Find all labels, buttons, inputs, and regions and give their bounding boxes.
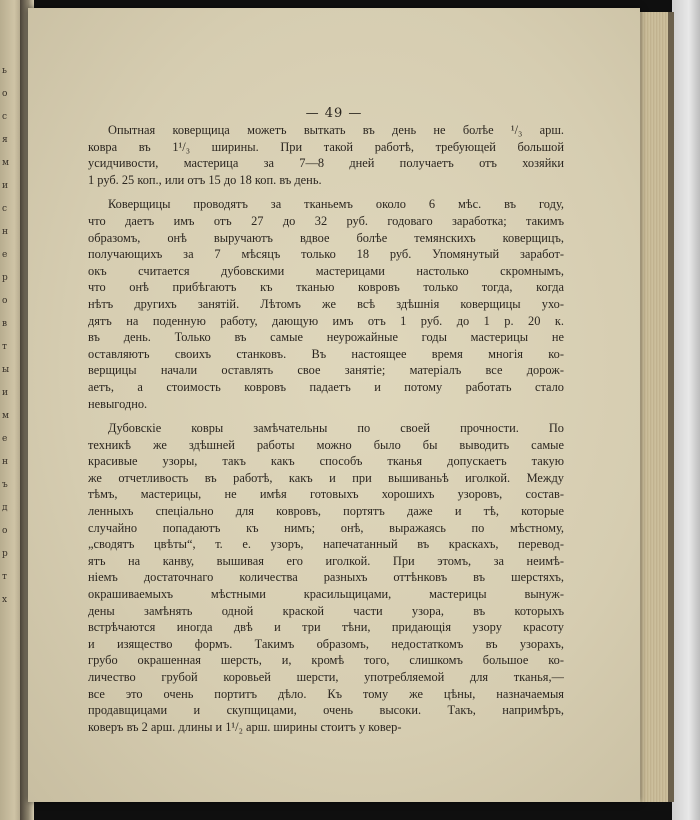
text-line: въ день. Только въ самые неурожайные годы мастерицы не: [88, 330, 564, 345]
text-line: Опытная коверщица можетъ выткать въ день не болѣе ¹/₃ арш.: [108, 123, 564, 137]
text-line: ленныхъ спеціально для ковровъ, портятъ даже и тѣ, которые: [88, 504, 564, 519]
text-line: что даетъ имъ отъ 27 до 32 руб. годоваго заработка; такимъ: [88, 213, 564, 228]
page-block-shadow: [668, 12, 674, 802]
text-line: аетъ, а стоимость ковровъ падаетъ и потому работать стало: [88, 379, 564, 394]
text-line: окъ считается дубовскими мастерицами настолько скромнымъ,: [88, 263, 564, 278]
text-line: личество грубой коровьей шерсти, употребляемой для тканья,—: [88, 670, 564, 684]
text-line: встрѣчаются иногда двѣ и три тѣни, придающія узору красоту: [88, 620, 564, 635]
text-line: техникѣ же здѣшней работы можно было бы выводить самые: [88, 437, 564, 452]
text-line: „сводятъ цвѣты“, т. е. узоръ, напечатанный въ краскахъ, перевод-: [88, 537, 564, 552]
text-line: Дубовскіе ковры замѣчательны по своей прочности. По: [108, 421, 564, 436]
text-line: же отчетливость въ работѣ, какъ и при вышиваньѣ иголкой. Между: [88, 470, 564, 485]
text-line: верщицы начали оставлять свое занятіе; матеріалъ все дорож-: [88, 363, 564, 378]
text-line: оставляютъ своихъ станковъ. Въ настоящее время многія ко-: [88, 346, 564, 361]
text-line: Коверщицы проводятъ за тканьемъ около 6 мѣс. въ году,: [108, 197, 564, 212]
background-paper: [672, 0, 700, 820]
page-block-edge: [638, 12, 672, 802]
text-line: 1 руб. 25 коп., или отъ 15 до 18 коп. въ день.: [88, 172, 322, 187]
text-line: ковра въ 1¹/₃ ширины. При такой работѣ, требующей большой: [88, 139, 564, 154]
page-body-text: [88, 122, 564, 743]
page-number: — 49 —: [305, 106, 363, 121]
text-line: случайно попадаютъ къ нимъ; онѣ, выражаясь по мѣстному,: [88, 520, 564, 535]
text-line: дены замѣнять одной краской части узора, въ которыхъ: [88, 603, 564, 618]
left-page-text-fragments: ь о c я м и с н е р о в т ы и м е н ъ д о р т х: [2, 66, 9, 605]
text-line: получающихъ за 7 мѣсяцъ только 18 руб. Упомянутый заработ-: [88, 247, 564, 262]
text-line: коверъ въ 2 арш. длины и 1¹/₂ арш. ширины стоитъ у ковер-: [88, 719, 402, 734]
paragraph: [88, 196, 564, 412]
text-line: невыгодно.: [88, 396, 148, 411]
text-line: нѣтъ другихъ занятій. Лѣтомъ же всѣ здѣшнія коверщицы ухо-: [88, 296, 564, 311]
text-line: и изящество формъ. Такимъ образомъ, недостаткомъ въ узорахъ,: [88, 636, 564, 651]
text-line: тѣмъ, мастерицы, не имѣя готовыхъ хорошихъ узоровъ, состав-: [88, 487, 564, 502]
text-line: дятъ на поденную работу, дающую имъ отъ 1 руб. до 1 р. 20 к.: [88, 313, 564, 328]
text-line: грубо окрашенная шерсть, и, кромѣ того, слишкомъ большое ко-: [88, 653, 564, 668]
text-line: ніемъ достаточнаго количества разныхъ оттѣнковъ въ шерстяхъ,: [88, 570, 564, 585]
text-line: что онѣ прибѣгаютъ къ тканью ковровъ только тогда, когда: [88, 280, 564, 295]
paragraph: [88, 420, 564, 735]
paragraph: [88, 122, 564, 188]
text-line: продавщицами и скупщицами, очень высоки. Такъ, напримѣръ,: [88, 703, 564, 718]
text-line: ятъ на канву, вышивая его иголкой. При этомъ, за неимѣ-: [88, 553, 564, 568]
text-line: усидчивости, мастерица за 7—8 дней получаетъ отъ хозяйки: [88, 156, 564, 171]
text-line: окрашиваемыхъ мѣстными красильщицами, мастерицы вынуж-: [88, 587, 564, 602]
text-line: все это очень портитъ дѣло. Къ тому же цѣны, назначаемыя: [88, 686, 564, 701]
text-line: красивые узоры, такъ какъ способъ тканья допускаетъ такую: [88, 454, 564, 469]
text-line: образомъ, онѣ выручаютъ вдвое болѣе темянскихъ коверщицъ,: [88, 230, 564, 245]
